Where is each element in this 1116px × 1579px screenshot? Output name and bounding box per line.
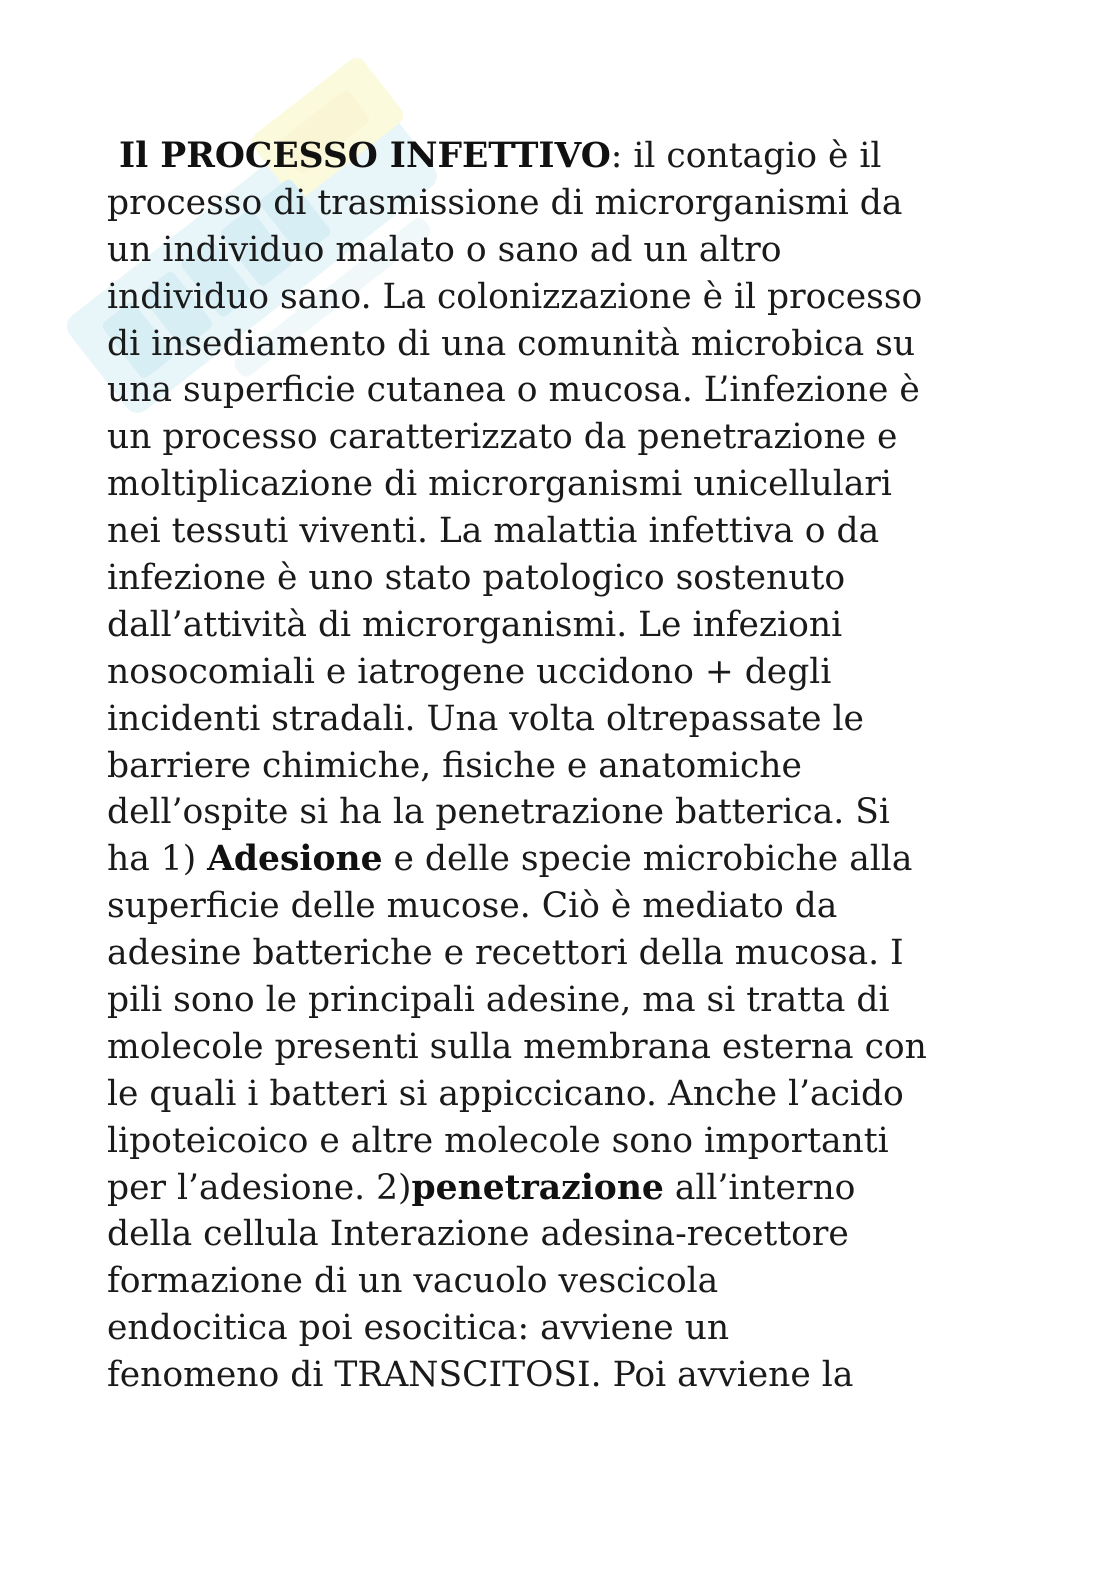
text-segment: per l’adesione. 2) <box>107 1167 412 1208</box>
text-segment: dell’ospite si ha la penetrazione batterica. Si <box>107 792 890 833</box>
text-segment: della cellula Interazione adesina-recettore <box>107 1214 849 1255</box>
text-line <box>107 977 1007 1024</box>
text-line <box>107 133 1007 180</box>
text-segment: di insediamento di una comunità microbica su <box>107 323 916 364</box>
text-segment: fenomeno di TRANSCITOSI. Poi avviene la <box>107 1355 854 1396</box>
text-segment: superficie delle mucose. Ciò è mediato da <box>107 886 838 927</box>
text-segment: ha 1) <box>107 839 208 880</box>
text-segment: individuo sano. La colonizzazione è il processo <box>107 276 923 317</box>
text-segment: un individuo malato o sano ad un altro <box>107 229 782 270</box>
text-segment: : il contagio è il <box>610 136 882 176</box>
text-line <box>107 414 1007 461</box>
text-line <box>107 930 1007 977</box>
text-line <box>107 508 1007 555</box>
text-line <box>107 555 1007 602</box>
text-segment: endocitica poi esocitica: avviene un <box>107 1308 730 1349</box>
document-body <box>107 133 1007 1399</box>
text-line <box>107 743 1007 790</box>
text-line <box>107 461 1007 508</box>
text-segment: all’interno <box>663 1167 856 1208</box>
text-segment: adesine batteriche e recettori della mucosa. I <box>107 933 904 974</box>
text-line <box>107 602 1007 649</box>
text-segment: lipoteicoico e altre molecole sono importanti <box>107 1120 889 1161</box>
text-line <box>107 1211 1007 1258</box>
text-segment: molecole presenti sulla membrana esterna con <box>107 1026 927 1067</box>
text-line <box>107 1118 1007 1165</box>
text-line <box>107 696 1007 743</box>
text-segment: infezione è uno stato patologico sostenuto <box>107 558 846 599</box>
text-line <box>107 180 1007 227</box>
text-segment: e delle specie microbiche alla <box>382 839 913 880</box>
bold-term: Adesione <box>207 839 383 880</box>
text-segment: nosocomiali e iatrogene uccidono + degli <box>107 651 832 692</box>
text-segment: le quali i batteri si appiccicano. Anche l’acido <box>107 1073 904 1114</box>
text-line <box>107 367 1007 414</box>
text-segment: formazione di un vacuolo vescicola <box>107 1261 719 1302</box>
bold-term: Il PROCESSO INFETTIVO <box>119 136 611 176</box>
text-line <box>107 789 1007 836</box>
text-line <box>107 883 1007 930</box>
text-line <box>107 1165 1007 1212</box>
text-segment: barriere chimiche, fisiche e anatomiche <box>107 745 802 786</box>
text-segment: un processo caratterizzato da penetrazione e <box>107 417 898 458</box>
text-line <box>107 1258 1007 1305</box>
text-line <box>107 1352 1007 1399</box>
bold-term: penetrazione <box>411 1167 664 1208</box>
text-line <box>107 1024 1007 1071</box>
text-line <box>107 274 1007 321</box>
text-segment: una superficie cutanea o mucosa. L’infezione è <box>107 370 920 411</box>
text-line <box>107 1305 1007 1352</box>
text-line <box>107 836 1007 883</box>
text-segment: moltiplicazione di microrganismi unicellulari <box>107 464 892 505</box>
text-segment: incidenti stradali. Una volta oltrepassate le <box>107 698 864 739</box>
text-segment: processo di trasmissione di microrganismi da <box>107 182 903 223</box>
text-line <box>107 321 1007 368</box>
text-segment: pili sono le principali adesine, ma si tratta di <box>107 980 890 1021</box>
text-line <box>107 1071 1007 1118</box>
text-line <box>107 649 1007 696</box>
text-segment: nei tessuti viventi. La malattia infettiva o da <box>107 511 880 552</box>
text-segment: dall’attività di microrganismi. Le infezioni <box>107 604 843 645</box>
text-line <box>107 227 1007 274</box>
